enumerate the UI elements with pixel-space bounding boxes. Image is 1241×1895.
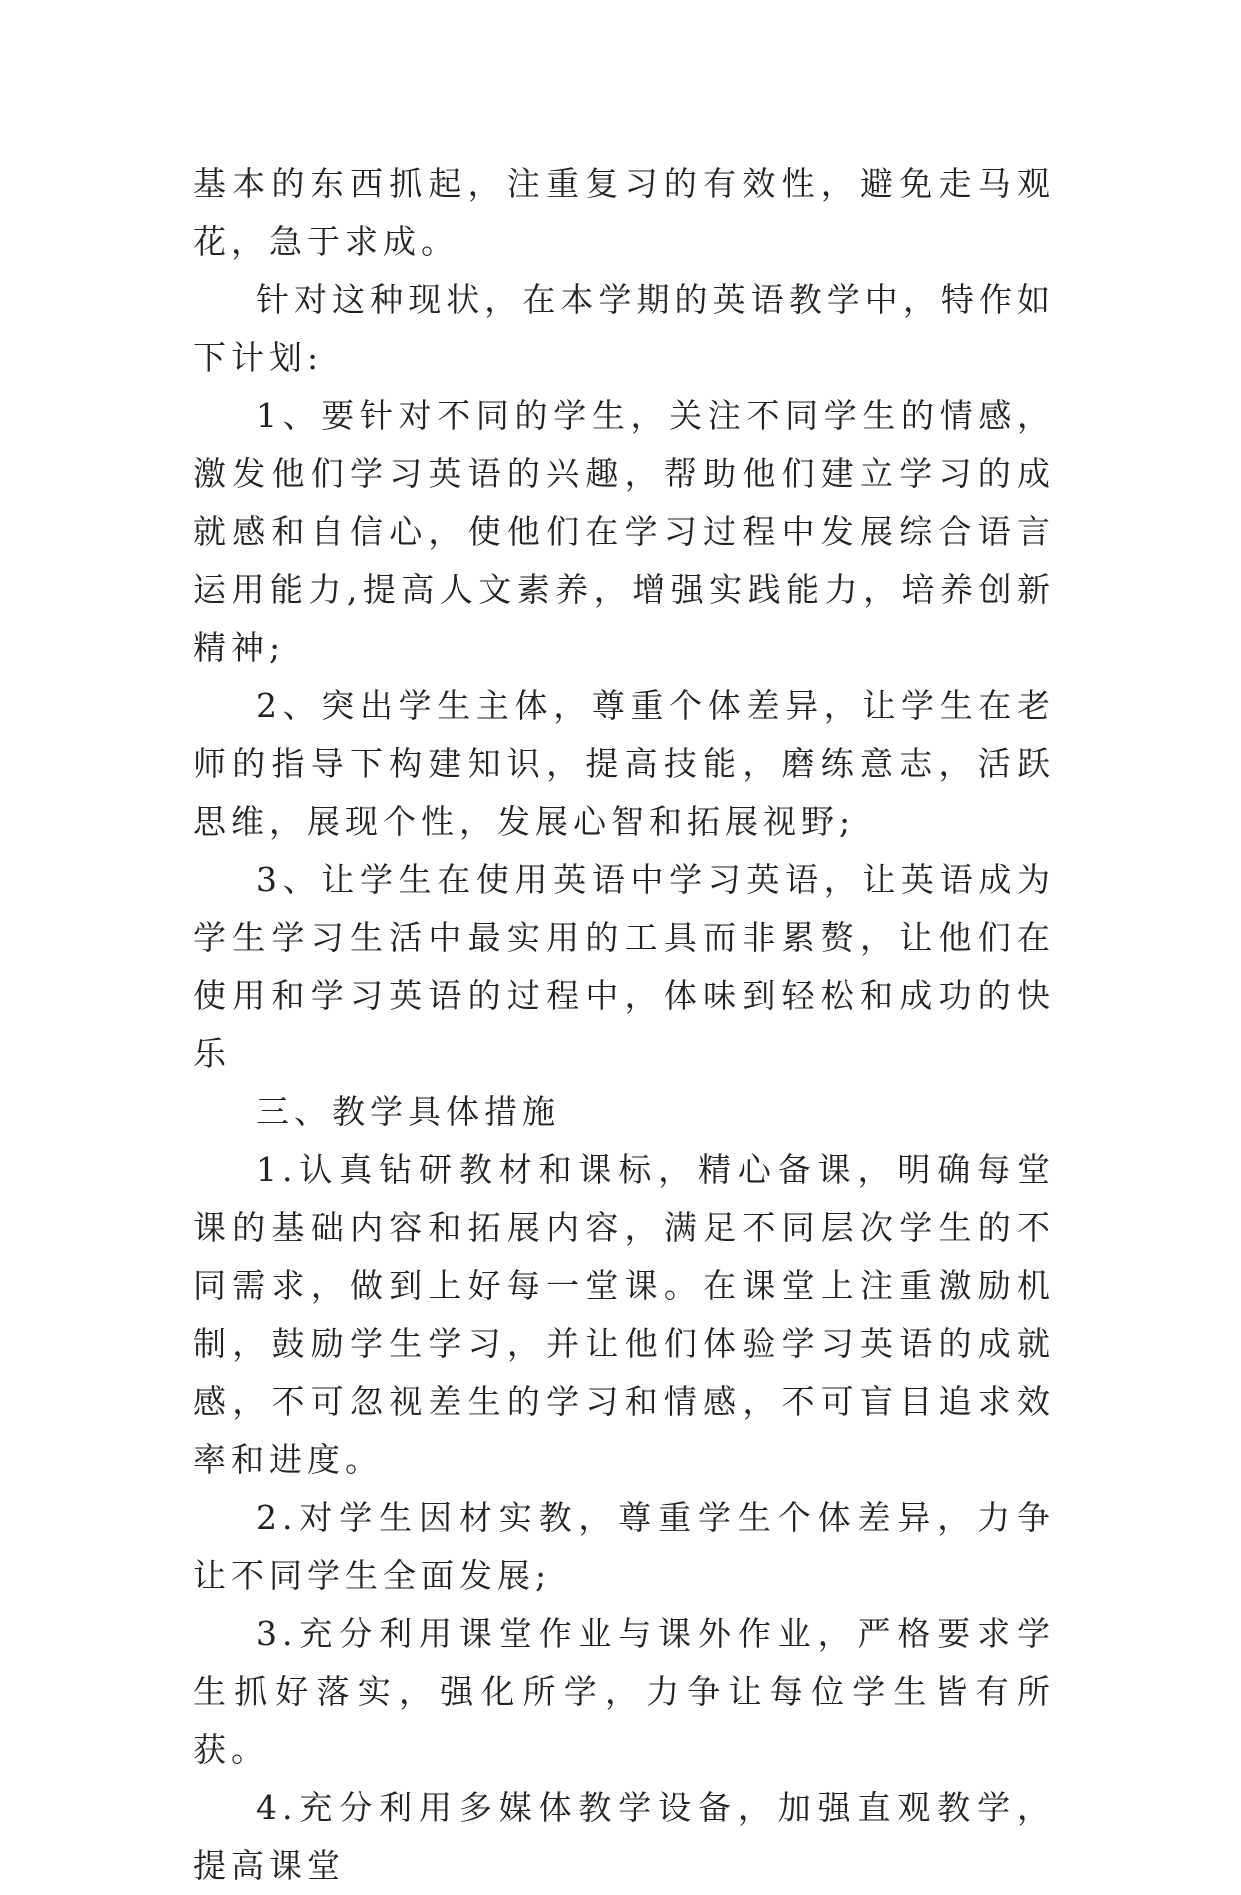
section-heading: 三、教学具体措施 xyxy=(256,1092,560,1131)
paragraph-6: 1.认真钻研教材和课标，精心备课，明确每堂课的基础内容和拓展内容，满足不同层次学生的不同需求，做到上好每一堂课。在课堂上注重激励机制，鼓励学生学习，并让他们体验学习英语的成就感，不可忽视差生的学习和情感，不可盲目追求效率和进度。 xyxy=(193,1150,1055,1479)
paragraph-5: 3、让学生在使用英语中学习英语，让英语成为学生学习生活中最实用的工具而非累赘，让他们在使用和学习英语的过程中，体味到轻松和成功的快乐 xyxy=(193,860,1055,1073)
paragraph-9: 4.充分利用多媒体教学设备，加强直观教学，提高课堂 xyxy=(193,1788,1055,1885)
paragraph-2: 针对这种现状，在本学期的英语教学中，特作如下计划: xyxy=(193,280,1055,377)
paragraph-4: 2、突出学生主体，尊重个体差异，让学生在老师的指导下构建知识，提高技能，磨练意志，活跃思维，展现个性，发展心智和拓展视野; xyxy=(193,686,1055,841)
paragraph-8: 3.充分利用课堂作业与课外作业，严格要求学生抓好落实，强化所学，力争让每位学生皆有所获。 xyxy=(193,1614,1055,1769)
paragraph-1: 基本的东西抓起，注重复习的有效性，避免走马观花，急于求成。 xyxy=(193,164,1055,261)
paragraph-7: 2.对学生因材实教，尊重学生个体差异，力争让不同学生全面发展; xyxy=(193,1498,1055,1595)
paragraph-3: 1、要针对不同的学生，关注不同学生的情感，激发他们学习英语的兴趣，帮助他们建立学习的成就感和自信心，使他们在学习过程中发展综合语言运用能力,提高人文素养，增强实践能力，培养创新精神; xyxy=(193,396,1055,667)
document-body xyxy=(193,155,1055,1895)
